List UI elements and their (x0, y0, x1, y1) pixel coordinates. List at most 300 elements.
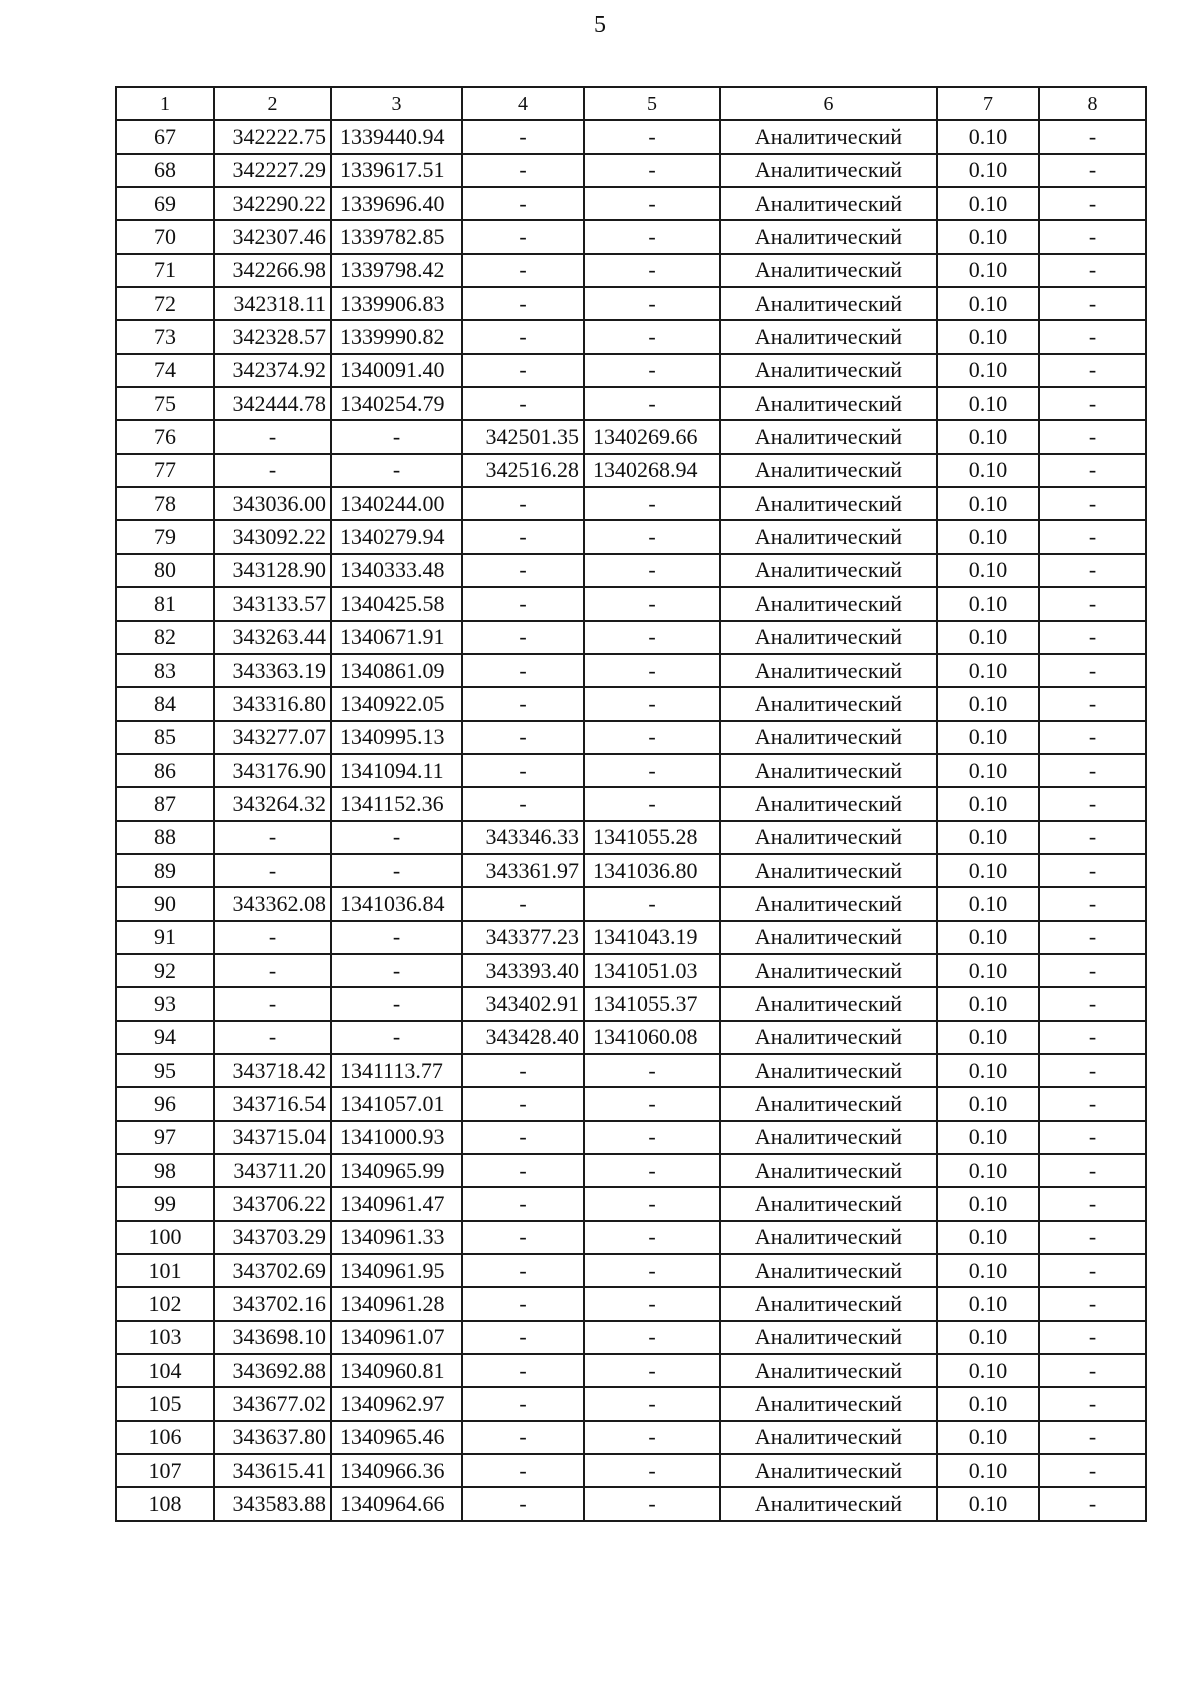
x-coord-cell: 343702.16 (214, 1287, 331, 1320)
y-alt-coord-cell: - (584, 1454, 720, 1487)
point-number-cell: 94 (116, 1021, 214, 1054)
method-cell: Аналитический (720, 1321, 937, 1354)
y-coord-cell: - (331, 987, 462, 1020)
table-row (116, 320, 1146, 353)
y-coord-cell: 1340244.00 (331, 487, 462, 520)
point-number-cell: 83 (116, 654, 214, 687)
method-cell: Аналитический (720, 821, 937, 854)
x-alt-coord-cell: - (462, 1221, 584, 1254)
y-alt-coord-cell: - (584, 1387, 720, 1420)
accuracy-cell: 0.10 (937, 320, 1039, 353)
y-alt-coord-cell: - (584, 1354, 720, 1387)
x-alt-coord-cell: - (462, 1187, 584, 1220)
y-coord-cell: 1340091.40 (331, 354, 462, 387)
accuracy-cell: 0.10 (937, 587, 1039, 620)
point-number-cell: 76 (116, 420, 214, 453)
method-cell: Аналитический (720, 654, 937, 687)
accuracy-cell: 0.10 (937, 787, 1039, 820)
y-coord-cell: 1341094.11 (331, 754, 462, 787)
y-alt-coord-cell: - (584, 687, 720, 720)
method-cell: Аналитический (720, 220, 937, 253)
x-alt-coord-cell: - (462, 1387, 584, 1420)
x-coord-cell: - (214, 854, 331, 887)
accuracy-cell: 0.10 (937, 1221, 1039, 1254)
y-alt-coord-cell: - (584, 654, 720, 687)
table-row (116, 887, 1146, 920)
note-cell: - (1039, 1354, 1146, 1387)
x-alt-coord-cell: - (462, 487, 584, 520)
x-coord-cell: 342227.29 (214, 154, 331, 187)
table-row (116, 187, 1146, 220)
x-coord-cell: - (214, 420, 331, 453)
point-number-cell: 88 (116, 821, 214, 854)
note-cell: - (1039, 654, 1146, 687)
x-coord-cell: 343316.80 (214, 687, 331, 720)
method-cell: Аналитический (720, 1354, 937, 1387)
accuracy-cell: 0.10 (937, 420, 1039, 453)
table-row (116, 787, 1146, 820)
point-number-cell: 74 (116, 354, 214, 387)
y-alt-coord-cell: - (584, 621, 720, 654)
table-row (116, 254, 1146, 287)
accuracy-cell: 0.10 (937, 621, 1039, 654)
method-cell: Аналитический (720, 120, 937, 153)
point-number-cell: 70 (116, 220, 214, 253)
x-alt-coord-cell: - (462, 1354, 584, 1387)
x-alt-coord-cell: 342501.35 (462, 420, 584, 453)
note-cell: - (1039, 1221, 1146, 1254)
note-cell: - (1039, 354, 1146, 387)
method-cell: Аналитический (720, 1454, 937, 1487)
y-alt-coord-cell: - (584, 587, 720, 620)
table-row (116, 1321, 1146, 1354)
table-row (116, 754, 1146, 787)
x-alt-coord-cell: - (462, 1321, 584, 1354)
column-header-6: 6 (720, 87, 937, 120)
note-cell: - (1039, 420, 1146, 453)
y-alt-coord-cell: - (584, 120, 720, 153)
point-number-cell: 69 (116, 187, 214, 220)
coordinates-table (115, 86, 1147, 1522)
y-coord-cell: 1339617.51 (331, 154, 462, 187)
method-cell: Аналитический (720, 487, 937, 520)
y-alt-coord-cell: - (584, 754, 720, 787)
column-header-5: 5 (584, 87, 720, 120)
x-alt-coord-cell: - (462, 1487, 584, 1520)
point-number-cell: 101 (116, 1254, 214, 1287)
x-alt-coord-cell: - (462, 754, 584, 787)
y-alt-coord-cell: 1340268.94 (584, 454, 720, 487)
table-row (116, 520, 1146, 553)
y-alt-coord-cell: - (584, 387, 720, 420)
note-cell: - (1039, 1321, 1146, 1354)
accuracy-cell: 0.10 (937, 487, 1039, 520)
x-coord-cell: 343718.42 (214, 1054, 331, 1087)
note-cell: - (1039, 1454, 1146, 1487)
note-cell: - (1039, 687, 1146, 720)
x-coord-cell: 343264.32 (214, 787, 331, 820)
accuracy-cell: 0.10 (937, 987, 1039, 1020)
accuracy-cell: 0.10 (937, 721, 1039, 754)
table-row (116, 287, 1146, 320)
note-cell: - (1039, 287, 1146, 320)
y-alt-coord-cell: - (584, 1221, 720, 1254)
y-coord-cell: 1340964.66 (331, 1487, 462, 1520)
column-header-1: 1 (116, 87, 214, 120)
method-cell: Аналитический (720, 454, 937, 487)
column-header-3: 3 (331, 87, 462, 120)
accuracy-cell: 0.10 (937, 1054, 1039, 1087)
note-cell: - (1039, 520, 1146, 553)
table-body (116, 120, 1146, 1520)
x-alt-coord-cell: - (462, 621, 584, 654)
note-cell: - (1039, 320, 1146, 353)
x-coord-cell: 343615.41 (214, 1454, 331, 1487)
x-coord-cell: 343702.69 (214, 1254, 331, 1287)
note-cell: - (1039, 220, 1146, 253)
table-row (116, 1421, 1146, 1454)
method-cell: Аналитический (720, 1154, 937, 1187)
point-number-cell: 71 (116, 254, 214, 287)
table-row (116, 1187, 1146, 1220)
y-alt-coord-cell: - (584, 787, 720, 820)
accuracy-cell: 0.10 (937, 120, 1039, 153)
table-row (116, 454, 1146, 487)
note-cell: - (1039, 1254, 1146, 1287)
method-cell: Аналитический (720, 554, 937, 587)
y-alt-coord-cell: - (584, 320, 720, 353)
x-alt-coord-cell: - (462, 154, 584, 187)
page-number: 5 (594, 12, 606, 38)
x-alt-coord-cell: - (462, 787, 584, 820)
y-coord-cell: 1340962.97 (331, 1387, 462, 1420)
x-alt-coord-cell: - (462, 654, 584, 687)
method-cell: Аналитический (720, 1187, 937, 1220)
header-row (116, 87, 1146, 120)
note-cell: - (1039, 487, 1146, 520)
method-cell: Аналитический (720, 420, 937, 453)
note-cell: - (1039, 120, 1146, 153)
y-coord-cell: 1340425.58 (331, 587, 462, 620)
note-cell: - (1039, 1121, 1146, 1154)
note-cell: - (1039, 921, 1146, 954)
point-number-cell: 89 (116, 854, 214, 887)
y-coord-cell: 1341152.36 (331, 787, 462, 820)
accuracy-cell: 0.10 (937, 954, 1039, 987)
method-cell: Аналитический (720, 354, 937, 387)
method-cell: Аналитический (720, 287, 937, 320)
table-row (116, 220, 1146, 253)
x-alt-coord-cell: - (462, 1154, 584, 1187)
method-cell: Аналитический (720, 721, 937, 754)
table-row (116, 921, 1146, 954)
x-coord-cell: 343583.88 (214, 1487, 331, 1520)
x-alt-coord-cell: - (462, 520, 584, 553)
x-alt-coord-cell: 343402.91 (462, 987, 584, 1020)
y-alt-coord-cell: - (584, 1087, 720, 1120)
y-coord-cell: 1341036.84 (331, 887, 462, 920)
accuracy-cell: 0.10 (937, 687, 1039, 720)
method-cell: Аналитический (720, 687, 937, 720)
accuracy-cell: 0.10 (937, 454, 1039, 487)
y-coord-cell: 1339440.94 (331, 120, 462, 153)
y-coord-cell: 1341057.01 (331, 1087, 462, 1120)
x-coord-cell: 342374.92 (214, 354, 331, 387)
method-cell: Аналитический (720, 520, 937, 553)
accuracy-cell: 0.10 (937, 1321, 1039, 1354)
accuracy-cell: 0.10 (937, 921, 1039, 954)
x-coord-cell: 342266.98 (214, 254, 331, 287)
table-row (116, 587, 1146, 620)
table-header (116, 87, 1146, 120)
note-cell: - (1039, 887, 1146, 920)
y-alt-coord-cell: - (584, 887, 720, 920)
point-number-cell: 95 (116, 1054, 214, 1087)
accuracy-cell: 0.10 (937, 1154, 1039, 1187)
table-row (116, 954, 1146, 987)
table-row (116, 554, 1146, 587)
y-coord-cell: 1341000.93 (331, 1121, 462, 1154)
y-coord-cell: 1340966.36 (331, 1454, 462, 1487)
method-cell: Аналитический (720, 1054, 937, 1087)
accuracy-cell: 0.10 (937, 854, 1039, 887)
note-cell: - (1039, 1287, 1146, 1320)
note-cell: - (1039, 1421, 1146, 1454)
y-coord-cell: - (331, 454, 462, 487)
column-header-7: 7 (937, 87, 1039, 120)
x-coord-cell: 343092.22 (214, 520, 331, 553)
method-cell: Аналитический (720, 254, 937, 287)
y-coord-cell: 1339990.82 (331, 320, 462, 353)
x-coord-cell: 343133.57 (214, 587, 331, 620)
x-alt-coord-cell: - (462, 1054, 584, 1087)
point-number-cell: 92 (116, 954, 214, 987)
x-alt-coord-cell: - (462, 187, 584, 220)
y-coord-cell: 1339906.83 (331, 287, 462, 320)
table-row (116, 487, 1146, 520)
accuracy-cell: 0.10 (937, 1087, 1039, 1120)
table-row (116, 1021, 1146, 1054)
y-coord-cell: 1339782.85 (331, 220, 462, 253)
x-alt-coord-cell: - (462, 254, 584, 287)
table-row (116, 120, 1146, 153)
point-number-cell: 86 (116, 754, 214, 787)
y-alt-coord-cell: - (584, 354, 720, 387)
x-coord-cell: 342318.11 (214, 287, 331, 320)
x-alt-coord-cell: 343377.23 (462, 921, 584, 954)
y-coord-cell: 1339696.40 (331, 187, 462, 220)
method-cell: Аналитический (720, 1087, 937, 1120)
y-alt-coord-cell: - (584, 1054, 720, 1087)
method-cell: Аналитический (720, 154, 937, 187)
note-cell: - (1039, 721, 1146, 754)
note-cell: - (1039, 387, 1146, 420)
x-alt-coord-cell: - (462, 220, 584, 253)
y-coord-cell: 1340961.47 (331, 1187, 462, 1220)
x-alt-coord-cell: - (462, 887, 584, 920)
note-cell: - (1039, 1087, 1146, 1120)
point-number-cell: 85 (116, 721, 214, 754)
accuracy-cell: 0.10 (937, 1121, 1039, 1154)
y-alt-coord-cell: - (584, 187, 720, 220)
x-alt-coord-cell: 342516.28 (462, 454, 584, 487)
accuracy-cell: 0.10 (937, 1421, 1039, 1454)
accuracy-cell: 0.10 (937, 387, 1039, 420)
note-cell: - (1039, 754, 1146, 787)
note-cell: - (1039, 854, 1146, 887)
x-coord-cell: 343711.20 (214, 1154, 331, 1187)
x-alt-coord-cell: - (462, 1254, 584, 1287)
table-row (116, 1221, 1146, 1254)
x-coord-cell: 343715.04 (214, 1121, 331, 1154)
column-header-8: 8 (1039, 87, 1146, 120)
x-coord-cell: 343703.29 (214, 1221, 331, 1254)
y-coord-cell: - (331, 420, 462, 453)
table-row (116, 1054, 1146, 1087)
accuracy-cell: 0.10 (937, 1254, 1039, 1287)
accuracy-cell: 0.10 (937, 287, 1039, 320)
y-alt-coord-cell: - (584, 1121, 720, 1154)
method-cell: Аналитический (720, 1387, 937, 1420)
x-coord-cell: 343637.80 (214, 1421, 331, 1454)
table-row (116, 987, 1146, 1020)
accuracy-cell: 0.10 (937, 1387, 1039, 1420)
note-cell: - (1039, 1487, 1146, 1520)
y-alt-coord-cell: - (584, 721, 720, 754)
y-coord-cell: - (331, 1021, 462, 1054)
table-row (116, 1154, 1146, 1187)
x-alt-coord-cell: - (462, 554, 584, 587)
y-coord-cell: 1340254.79 (331, 387, 462, 420)
y-alt-coord-cell: - (584, 1154, 720, 1187)
y-alt-coord-cell: - (584, 287, 720, 320)
point-number-cell: 79 (116, 520, 214, 553)
point-number-cell: 98 (116, 1154, 214, 1187)
accuracy-cell: 0.10 (937, 1454, 1039, 1487)
accuracy-cell: 0.10 (937, 1287, 1039, 1320)
point-number-cell: 90 (116, 887, 214, 920)
x-coord-cell: 343036.00 (214, 487, 331, 520)
note-cell: - (1039, 454, 1146, 487)
y-alt-coord-cell: - (584, 1487, 720, 1520)
x-coord-cell: 342290.22 (214, 187, 331, 220)
point-number-cell: 100 (116, 1221, 214, 1254)
y-coord-cell: - (331, 821, 462, 854)
y-coord-cell: 1340961.33 (331, 1221, 462, 1254)
x-alt-coord-cell: - (462, 354, 584, 387)
y-coord-cell: 1339798.42 (331, 254, 462, 287)
table-row (116, 1087, 1146, 1120)
x-coord-cell: - (214, 921, 331, 954)
note-cell: - (1039, 1387, 1146, 1420)
x-coord-cell: - (214, 954, 331, 987)
method-cell: Аналитический (720, 187, 937, 220)
accuracy-cell: 0.10 (937, 1354, 1039, 1387)
x-coord-cell: 342307.46 (214, 220, 331, 253)
y-coord-cell: 1341113.77 (331, 1054, 462, 1087)
y-alt-coord-cell: - (584, 154, 720, 187)
table-row (116, 1354, 1146, 1387)
method-cell: Аналитический (720, 954, 937, 987)
column-header-4: 4 (462, 87, 584, 120)
x-coord-cell: 343263.44 (214, 621, 331, 654)
y-coord-cell: 1340965.99 (331, 1154, 462, 1187)
method-cell: Аналитический (720, 921, 937, 954)
y-coord-cell: 1340333.48 (331, 554, 462, 587)
y-alt-coord-cell: 1341055.28 (584, 821, 720, 854)
x-alt-coord-cell: - (462, 687, 584, 720)
x-alt-coord-cell: 343393.40 (462, 954, 584, 987)
x-coord-cell: 343128.90 (214, 554, 331, 587)
y-alt-coord-cell: - (584, 554, 720, 587)
point-number-cell: 77 (116, 454, 214, 487)
x-alt-coord-cell: 343428.40 (462, 1021, 584, 1054)
y-alt-coord-cell: - (584, 254, 720, 287)
x-coord-cell: 343176.90 (214, 754, 331, 787)
point-number-cell: 78 (116, 487, 214, 520)
x-coord-cell: 343692.88 (214, 1354, 331, 1387)
x-alt-coord-cell: - (462, 587, 584, 620)
y-alt-coord-cell: - (584, 520, 720, 553)
x-coord-cell: 342328.57 (214, 320, 331, 353)
x-alt-coord-cell: - (462, 1121, 584, 1154)
y-alt-coord-cell: - (584, 487, 720, 520)
x-coord-cell: 343362.08 (214, 887, 331, 920)
accuracy-cell: 0.10 (937, 887, 1039, 920)
y-alt-coord-cell: - (584, 1321, 720, 1354)
point-number-cell: 84 (116, 687, 214, 720)
y-alt-coord-cell: 1341060.08 (584, 1021, 720, 1054)
y-coord-cell: 1340861.09 (331, 654, 462, 687)
x-alt-coord-cell: 343346.33 (462, 821, 584, 854)
note-cell: - (1039, 621, 1146, 654)
y-coord-cell: 1340961.07 (331, 1321, 462, 1354)
point-number-cell: 75 (116, 387, 214, 420)
x-coord-cell: - (214, 987, 331, 1020)
note-cell: - (1039, 587, 1146, 620)
y-alt-coord-cell: 1341051.03 (584, 954, 720, 987)
note-cell: - (1039, 187, 1146, 220)
method-cell: Аналитический (720, 1221, 937, 1254)
point-number-cell: 97 (116, 1121, 214, 1154)
point-number-cell: 108 (116, 1487, 214, 1520)
point-number-cell: 87 (116, 787, 214, 820)
x-alt-coord-cell: - (462, 320, 584, 353)
y-coord-cell: - (331, 854, 462, 887)
method-cell: Аналитический (720, 1421, 937, 1454)
table-row (116, 1121, 1146, 1154)
x-coord-cell: 342444.78 (214, 387, 331, 420)
y-coord-cell: 1340671.91 (331, 621, 462, 654)
column-header-2: 2 (214, 87, 331, 120)
y-alt-coord-cell: 1340269.66 (584, 420, 720, 453)
table-row (116, 1387, 1146, 1420)
accuracy-cell: 0.10 (937, 654, 1039, 687)
x-coord-cell: 343277.07 (214, 721, 331, 754)
x-coord-cell: 343706.22 (214, 1187, 331, 1220)
x-coord-cell: 343677.02 (214, 1387, 331, 1420)
x-alt-coord-cell: - (462, 1287, 584, 1320)
note-cell: - (1039, 1154, 1146, 1187)
point-number-cell: 106 (116, 1421, 214, 1454)
note-cell: - (1039, 1021, 1146, 1054)
x-coord-cell: - (214, 1021, 331, 1054)
y-alt-coord-cell: - (584, 1421, 720, 1454)
point-number-cell: 99 (116, 1187, 214, 1220)
y-coord-cell: 1340961.28 (331, 1287, 462, 1320)
method-cell: Аналитический (720, 887, 937, 920)
x-alt-coord-cell: - (462, 721, 584, 754)
